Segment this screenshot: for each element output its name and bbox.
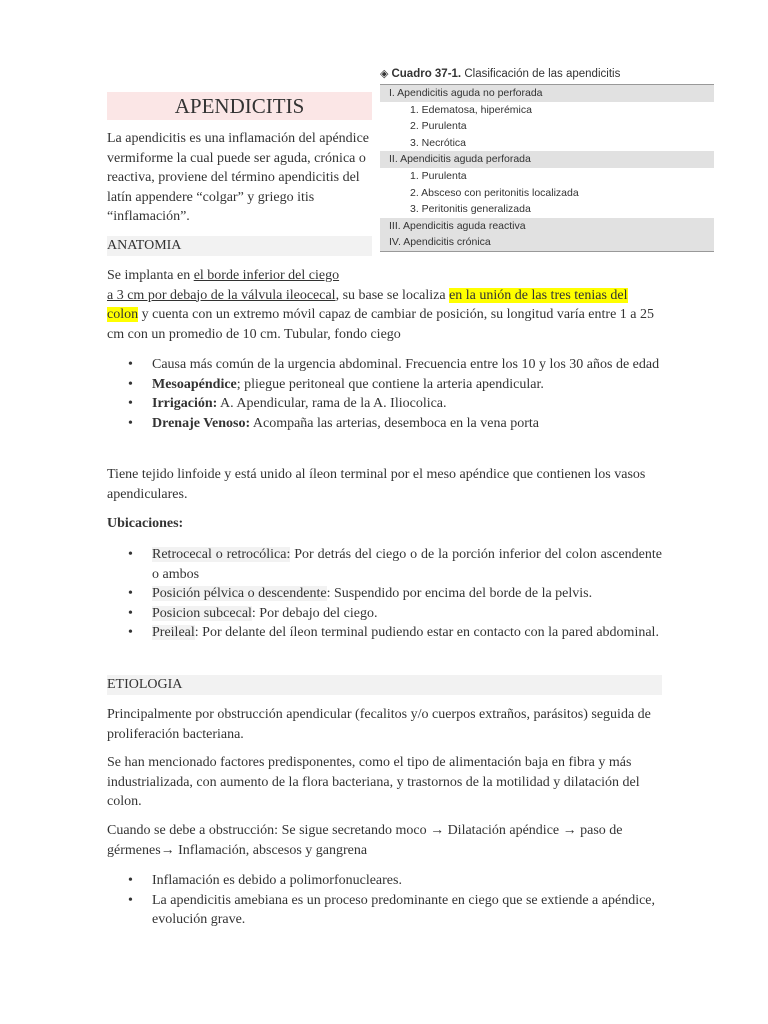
list-item-term: Posición pélvica o descendente (152, 586, 327, 601)
list-item-text: Causa más común de la urgencia abdominal. Frecuencia entre los 10 y los 30 años de edad (152, 357, 660, 372)
list-item (107, 891, 662, 930)
bullet-icon: • (128, 892, 133, 908)
list-item-text: A. Apendicular, rama de la A. Iliocolica. (217, 396, 447, 411)
bullet-icon: • (128, 873, 133, 888)
ubicaciones-list (107, 545, 662, 643)
section-heading-etiologia: ETIOLOGIA (107, 675, 662, 695)
list-item (107, 545, 662, 584)
list-item-text: Por detrás del ciego o de la porción inferior del colon ascendente o ambos (152, 547, 662, 582)
bullet-icon: • (128, 376, 133, 392)
list-item-text: Acompaña las arterias, desemboca en la vena porta (250, 415, 539, 431)
text-run: y cuenta con un extremo móvil capaz de cambiar de posición, su longitud varía entre 1 a 25 cm con un promedio de 10 cm. Tubular, fondo ciego (107, 307, 654, 342)
list-item-term: Drenaje Venoso: (152, 415, 251, 431)
etiologia-paragraph-3: Cuando se debe a obstrucción: Se sigue secretando moco → Dilatación apéndice → paso de gérmenes→ Inflamación, abscesos y gangrena (107, 823, 623, 858)
list-item (107, 375, 662, 395)
list-item-term: Retrocecal o retrocólica: (152, 547, 291, 562)
underlined-text: el borde inferior del ciego (193, 268, 340, 283)
table-row: 3. Peritonitis generalizada (410, 203, 531, 216)
list-item (107, 623, 662, 643)
underlined-text: a 3 cm por debajo de la válvula ileocecal (107, 287, 336, 303)
table-row: III. Apendicitis aguda reactiva (380, 218, 714, 235)
table-title (380, 64, 714, 84)
table-row: 2. Absceso con peritonitis localizada (410, 186, 579, 199)
list-item (107, 584, 662, 604)
list-item (107, 871, 662, 891)
list-item-term: Mesoapéndice (152, 376, 237, 392)
list-item-text: : Por delante del íleon terminal pudiendo estar en contacto con la pared abdominal. (194, 625, 659, 640)
anatomia-bullet-list (107, 355, 662, 433)
list-item-text: ; pliegue peritoneal que contiene la arteria apendicular. (236, 376, 544, 392)
text-run: , su base se localiza (335, 287, 450, 303)
list-item-text: Inflamación es debido a polimorfonucleares. (152, 873, 402, 888)
table-row: 2. Purulenta (410, 120, 467, 133)
table-title-number: Cuadro 37-1. (391, 68, 462, 80)
list-item-term: Posicion subcecal (152, 605, 252, 621)
bullet-icon: • (128, 605, 133, 621)
list-item (107, 394, 662, 414)
list-item-text: : Por debajo del ciego. (251, 605, 378, 621)
bullet-icon: • (128, 625, 133, 640)
table-row: II. Apendicitis aguda perforada (380, 151, 714, 168)
list-item-term: Irrigación: (152, 396, 218, 411)
bullet-icon: • (128, 357, 133, 372)
bullet-icon: • (128, 586, 133, 601)
list-item (107, 414, 662, 434)
table-row: I. Apendicitis aguda no perforada (380, 84, 714, 102)
etiologia-paragraph-1: Principalmente por obstrucción apendicular (fecalitos y/o cuerpos extraños, parásitos) seguida de proliferación bacteriana. (107, 707, 651, 742)
list-item (107, 604, 662, 624)
list-item (107, 355, 662, 375)
bullet-icon: • (128, 547, 133, 562)
anatomia-paragraph (107, 266, 662, 344)
diamond-icon: ◈ (380, 68, 389, 80)
table-row: 3. Necrótica (410, 136, 467, 149)
table-row: 1. Purulenta (410, 169, 467, 182)
highlighted-text: en la unión de las tres tenias del colon (107, 287, 628, 322)
section-heading-anatomia: ANATOMIA (107, 236, 372, 256)
list-item-text: : Suspendido por encima del borde de la pelvis. (326, 586, 593, 601)
page-title: APENDICITIS (107, 92, 372, 120)
list-item-text: La apendicitis amebiana es un proceso predominante en ciego que se extiende a apéndice, evolución grave. (152, 892, 656, 927)
bullet-icon: • (128, 415, 133, 431)
text-run: Se implanta en (107, 268, 194, 283)
etiologia-bullet-list (107, 871, 662, 930)
list-item-term: Preileal (152, 625, 195, 640)
etiologia-paragraph-2: Se han mencionado factores predisponentes, como el tipo de alimentación baja en fibra y más industrializada, con aumento de la flora bacteriana, y trastornos de la motilidad y dilatación del colon. (107, 755, 640, 809)
table-title-text: Clasificación de las apendicitis (464, 68, 621, 80)
bullet-icon: • (128, 396, 133, 411)
table-row: IV. Apendicitis crónica (380, 234, 714, 252)
table-row: 1. Edematosa, hiperémica (410, 103, 532, 116)
anatomia-paragraph-2: Tiene tejido linfoide y está unido al íleon terminal por el meso apéndice que contienen los vasos apendiculares. (107, 467, 646, 502)
intro-paragraph: La apendicitis es una inflamación del apéndice vermiforme la cual puede ser aguda, crónica o reactiva, proviene del término apendicitis del latín appendere “colgar” y griego itis “inflamación”. (107, 131, 370, 224)
ubicaciones-heading: Ubicaciones: (107, 516, 184, 531)
classification-table (380, 64, 714, 252)
